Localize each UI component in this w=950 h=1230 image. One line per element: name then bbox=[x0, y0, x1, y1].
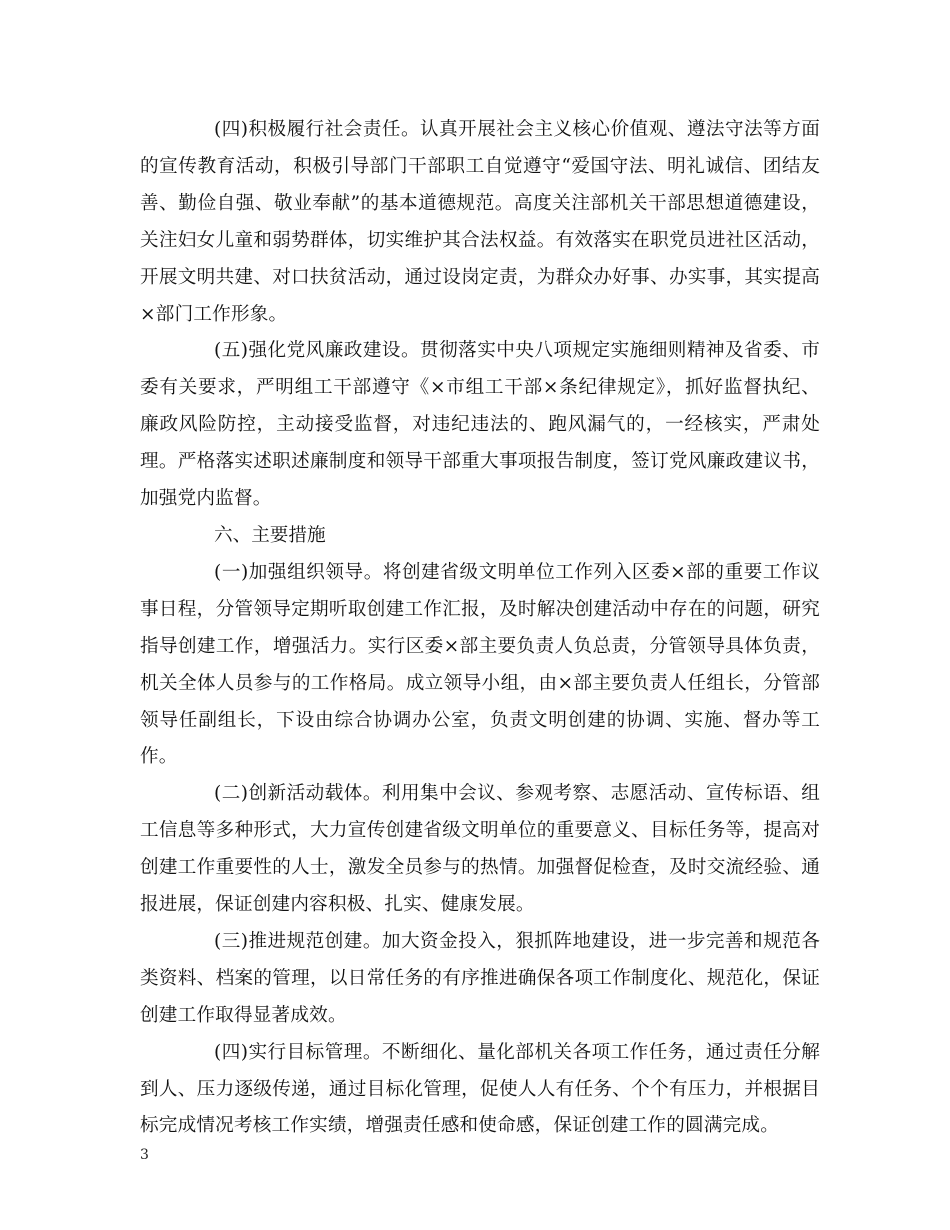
paragraph-social-responsibility: (四)积极履行社会责任。认真开展社会主义核心价值观、遵法守法等方面的宣传教育活动，积极引导部门干部职工自觉遵守“爱国守法、明礼诚信、团结友善、勤俭自强、敬业奉献”的基本道德规范。高度关注部机关干部思想道德建设，关注妇女儿童和弱势群体，切实维护其合法权益。有效落实在职党员进社区活动，开展文明共建、对口扶贫活动，通过设岗定责，为群众办好事、办实事，其实提高×部门工作形象。 bbox=[140, 119, 820, 325]
document-body bbox=[140, 112, 820, 1145]
paragraph-target-management: (四)实行目标管理。不断细化、量化部机关各项工作任务，通过责任分解到人、压力逐级传递，通过目标化管理，促使人人有任务、个个有压力，并根据目标完成情况考核工作实绩，增强责任感和使命感，保证创建工作的圆满完成。 bbox=[140, 1041, 820, 1137]
page-number: 3 bbox=[140, 1147, 149, 1163]
paragraph-activity-innovation: (二)创新活动载体。利用集中会议、参观考察、志愿活动、宣传标语、组工信息等多种形式，大力宣传创建省级文明单位的重要意义、目标任务等，提高对创建工作重要性的人士，激发全员参与的热情。加强督促检查，及时交流经验、通报进展，保证创建内容积极、扎实、健康发展。 bbox=[140, 783, 820, 916]
paragraph-integrity-building: (五)强化党风廉政建设。贯彻落实中央八项规定实施细则精神及省委、市委有关要求，严明组工干部遵守《×市组工干部×条纪律规定》，抓好监督执纪、廉政风险防控，主动接受监督，对违纪违法的、跑风漏气的，一经核实，严肃处理。严格落实述职述廉制度和领导干部重大事项报告制度，签订党风廉政建议书，加强党内监督。 bbox=[140, 340, 820, 510]
paragraph-standardized-creation: (三)推进规范创建。加大资金投入，狠抓阵地建设，进一步完善和规范各类资料、档案的管理，以日常任务的有序推进确保各项工作制度化、规范化，保证创建工作取得显著成效。 bbox=[140, 930, 820, 1026]
section-heading-main-measures: 六、主要措施 bbox=[214, 524, 326, 546]
paragraph-organizational-leadership: (一)加强组织领导。将创建省级文明单位工作列入区委×部的重要工作议事日程，分管领导定期听取创建工作汇报，及时解决创建活动中存在的问题，研究指导创建工作，增强活力。实行区委×部主要负责人负总责，分管领导具体负责，机关全体人员参与的工作格局。成立领导小组，由×部主要负责人任组长，分管部领导任副组长，下设由综合协调办公室，负责文明创建的协调、实施、督办等工作。 bbox=[140, 561, 820, 768]
